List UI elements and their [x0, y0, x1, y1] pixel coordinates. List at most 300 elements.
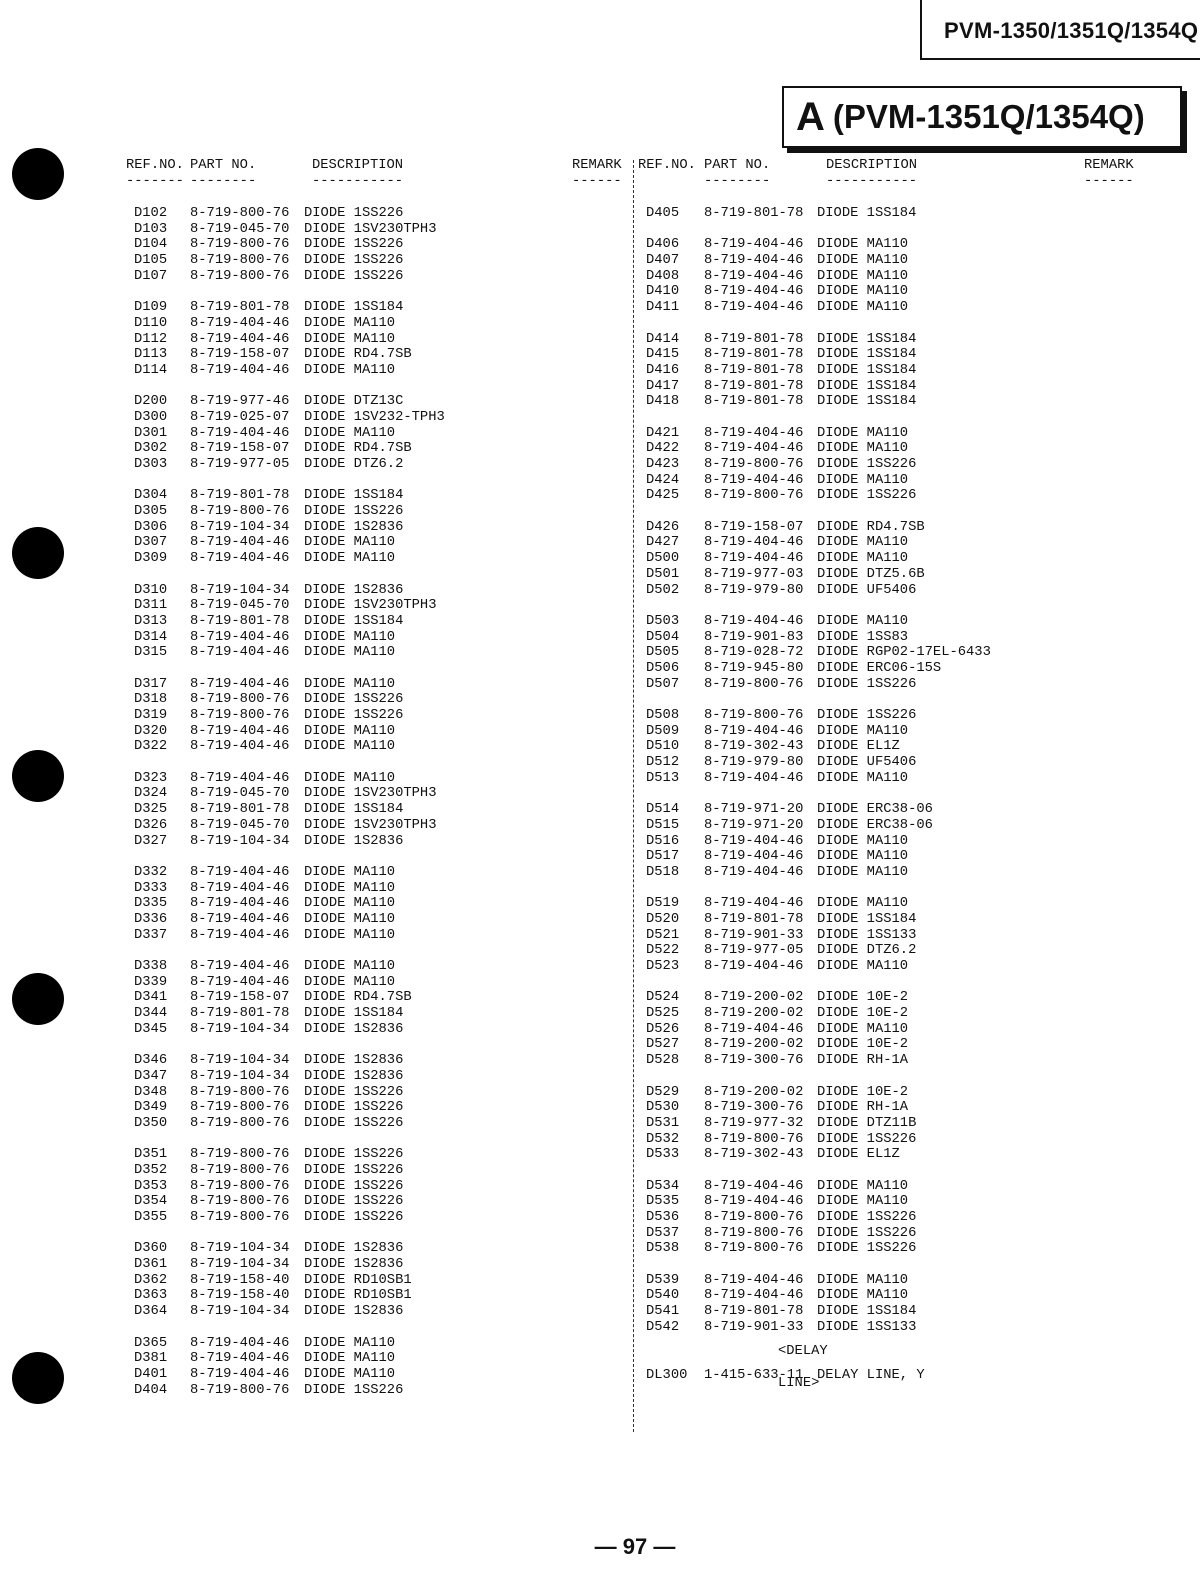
ref-no: D112: [134, 331, 168, 347]
ref-no: D414: [646, 331, 680, 347]
description: DIODE MA110: [304, 676, 396, 692]
part-no: 8-719-104-34: [190, 1053, 290, 1069]
part-no: 8-719-158-07: [190, 441, 290, 457]
ref-no-header: REF.NO.: [638, 158, 696, 173]
description: DIODE MA110: [304, 880, 396, 896]
ref-no: D522: [646, 943, 680, 959]
ref-no: D355: [134, 1210, 168, 1225]
description: DIODE 1S2836: [304, 1053, 404, 1069]
part-no: 8-719-104-34: [190, 1241, 290, 1257]
ref-no: D539: [646, 1272, 680, 1288]
part-no: 8-719-404-46: [704, 849, 804, 865]
description: DIODE 1S2836: [304, 519, 404, 535]
ref-no: D336: [134, 911, 168, 927]
ref-no: D542: [646, 1319, 680, 1335]
part-no: 8-719-404-46: [704, 1021, 804, 1037]
description: DIODE 1SS226: [304, 1210, 404, 1225]
description: DIODE MA110: [304, 1351, 396, 1367]
description: DIODE 1S2836: [304, 1241, 404, 1257]
description: DIODE 1SS184: [817, 394, 917, 410]
ref-no: D528: [646, 1053, 680, 1069]
description: DIODE 1SS226: [304, 268, 404, 284]
header-rule: -----------: [826, 174, 918, 189]
ref-no: D363: [134, 1288, 168, 1304]
description: DIODE 1SS184: [817, 347, 917, 363]
description: DIODE DTZ6.2: [817, 943, 917, 959]
part-no: 8-719-404-46: [190, 1366, 290, 1382]
part-no: 8-719-200-02: [704, 1084, 804, 1100]
ref-no: D416: [646, 362, 680, 378]
ref-no: D200: [134, 394, 168, 410]
part-no: 8-719-404-46: [704, 425, 804, 441]
part-no: 8-719-404-46: [190, 911, 290, 927]
description: DIODE RGP02-17EL-6433: [817, 645, 991, 661]
ref-no: D301: [134, 425, 168, 441]
ref-no: D512: [646, 755, 680, 771]
description: DIODE MA110: [304, 927, 396, 943]
ref-no: D529: [646, 1084, 680, 1100]
part-no: 8-719-404-46: [190, 770, 290, 786]
description: DIODE 1SV230TPH3: [304, 221, 437, 237]
header-rule: -----------: [312, 174, 404, 189]
description: DIODE MA110: [817, 284, 909, 300]
part-no: 8-719-404-46: [190, 551, 290, 567]
page-number: — 97 —: [594, 1534, 676, 1559]
part-no-header: PART NO.: [190, 158, 257, 173]
ref-no: D516: [646, 833, 680, 849]
part-no: 8-719-300-76: [704, 1053, 804, 1069]
description: DIODE 1SS184: [817, 206, 917, 221]
ref-no: D525: [646, 1006, 680, 1022]
description: DIODE MA110: [304, 723, 396, 739]
part-no: 8-719-404-46: [190, 362, 290, 378]
remark-header: REMARK: [572, 158, 622, 173]
ref-no: D335: [134, 896, 168, 912]
description: DIODE 1SS226: [304, 692, 404, 708]
ref-no: D102: [134, 206, 168, 221]
part-no: 8-719-800-76: [704, 1131, 804, 1147]
ref-no: D423: [646, 457, 680, 472]
description: DIODE RD10SB1: [304, 1288, 412, 1304]
ref-no: D523: [646, 959, 680, 974]
ref-no: D531: [646, 1115, 680, 1131]
ref-no: D501: [646, 566, 680, 582]
description: DIODE MA110: [304, 974, 396, 990]
part-no: 8-719-300-76: [704, 1100, 804, 1116]
description: DIODE 1SS226: [817, 1225, 917, 1241]
part-no: 8-719-801-78: [704, 378, 804, 394]
ref-no: D304: [134, 488, 168, 504]
part-no: 8-719-404-46: [704, 1272, 804, 1288]
ref-no: D513: [646, 770, 680, 786]
part-no: 8-719-104-34: [190, 1304, 290, 1320]
ref-no: D337: [134, 927, 168, 943]
description: DIODE MA110: [817, 535, 909, 551]
ref-no: D410: [646, 284, 680, 300]
description: DIODE 1S2836: [304, 833, 404, 849]
description: DIODE MA110: [817, 253, 909, 269]
description: DIODE MA110: [304, 864, 396, 880]
part-no: 8-719-404-46: [704, 613, 804, 629]
ref-no: D426: [646, 519, 680, 535]
ref-no: D333: [134, 880, 168, 896]
ref-no: D104: [134, 237, 168, 253]
part-no: 8-719-404-46: [190, 315, 290, 331]
part-no: 8-719-800-76: [190, 1194, 290, 1210]
part-no: 8-719-977-05: [190, 457, 290, 472]
description: DIODE 1SV230TPH3: [304, 786, 437, 802]
part-no: 8-719-404-46: [190, 535, 290, 551]
description: DELAY LINE, Y: [817, 1367, 925, 1383]
binder-hole: [12, 1352, 64, 1404]
description: DIODE 1SS226: [304, 1100, 404, 1116]
section-letter: A: [796, 94, 825, 139]
ref-no: D533: [646, 1147, 680, 1163]
ref-no: D505: [646, 645, 680, 661]
description: DIODE 1SS226: [304, 504, 404, 520]
part-no: 8-719-800-76: [190, 692, 290, 708]
part-no: 8-719-404-46: [190, 1335, 290, 1351]
ref-no: D506: [646, 660, 680, 676]
part-no: 8-719-945-80: [704, 660, 804, 676]
description: DIODE MA110: [304, 629, 396, 645]
description: DIODE RH-1A: [817, 1053, 909, 1069]
description: DIODE MA110: [304, 770, 396, 786]
description: DIODE MA110: [304, 331, 396, 347]
part-no: 8-719-801-78: [190, 1006, 290, 1022]
model-number: PVM-1350/1351Q/1354Q: [944, 18, 1199, 43]
description: DIODE MA110: [304, 1366, 396, 1382]
description: DIODE MA110: [304, 896, 396, 912]
part-no: 8-719-404-46: [190, 331, 290, 347]
description: DIODE 1S2836: [304, 1304, 404, 1320]
part-no: 8-719-800-76: [190, 1382, 290, 1398]
part-no: 8-719-028-72: [704, 645, 804, 661]
part-no: 8-719-979-80: [704, 582, 804, 598]
description: DIODE DTZ6.2: [304, 457, 404, 472]
description: DIODE RD4.7SB: [304, 990, 412, 1006]
part-no: 8-719-025-07: [190, 409, 290, 425]
ref-no: D346: [134, 1053, 168, 1069]
ref-no: D538: [646, 1241, 680, 1257]
part-no: 8-719-045-70: [190, 786, 290, 802]
description: DIODE MA110: [304, 1335, 396, 1351]
part-no: 8-719-302-43: [704, 739, 804, 755]
description: DIODE DTZ11B: [817, 1115, 917, 1131]
description: DIODE 1SS226: [817, 708, 917, 723]
description: DIODE RH-1A: [817, 1100, 909, 1116]
ref-no: D418: [646, 394, 680, 410]
description: DIODE 1SS133: [817, 1319, 917, 1335]
ref-no: D353: [134, 1178, 168, 1194]
ref-no: D350: [134, 1115, 168, 1131]
description: DIODE MA110: [304, 315, 396, 331]
part-no: 1-415-633-11: [704, 1367, 804, 1383]
ref-no: D508: [646, 708, 680, 723]
part-no: 8-719-801-78: [704, 1304, 804, 1320]
ref-no: D109: [134, 300, 168, 316]
ref-no: D339: [134, 974, 168, 990]
description: DIODE MA110: [304, 362, 396, 378]
ref-no: D354: [134, 1194, 168, 1210]
part-no: 8-719-404-46: [704, 551, 804, 567]
ref-no: D520: [646, 911, 680, 927]
part-no: 8-719-801-78: [704, 362, 804, 378]
ref-no: D110: [134, 315, 168, 331]
section-models: (PVM-1351Q/1354Q): [832, 98, 1145, 135]
part-no: 8-719-158-40: [190, 1272, 290, 1288]
description: DIODE MA110: [817, 551, 909, 567]
ref-no: D365: [134, 1335, 168, 1351]
ref-no: D345: [134, 1021, 168, 1037]
part-no: 8-719-404-46: [190, 425, 290, 441]
part-no: 8-719-800-76: [190, 1115, 290, 1131]
description: DIODE ERC06-15S: [817, 660, 942, 676]
part-no: 8-719-800-76: [190, 268, 290, 284]
description: DIODE 1SS184: [304, 488, 404, 504]
part-no: 8-719-158-07: [704, 519, 804, 535]
ref-no: D306: [134, 519, 168, 535]
description: DIODE RD4.7SB: [304, 347, 412, 363]
description: DIODE MA110: [817, 864, 909, 880]
description: DIODE MA110: [817, 237, 909, 253]
ref-no: D537: [646, 1225, 680, 1241]
part-no: 8-719-104-34: [190, 1257, 290, 1273]
ref-no: D503: [646, 613, 680, 629]
part-no: 8-719-404-46: [190, 1351, 290, 1367]
binder-hole: [12, 750, 64, 802]
part-no: 8-719-800-76: [704, 1210, 804, 1225]
ref-no: D417: [646, 378, 680, 394]
ref-no: D326: [134, 817, 168, 833]
part-no: 8-719-801-78: [190, 488, 290, 504]
ref-no: D519: [646, 896, 680, 912]
part-no: 8-719-404-46: [704, 770, 804, 786]
part-no: 8-719-801-78: [704, 206, 804, 221]
ref-no: D530: [646, 1100, 680, 1116]
part-no: 8-719-901-33: [704, 1319, 804, 1335]
ref-no: DL300: [646, 1367, 688, 1383]
description: DIODE 1SS184: [817, 1304, 917, 1320]
part-no: 8-719-901-83: [704, 629, 804, 645]
part-no: 8-719-104-34: [190, 519, 290, 535]
description: DIODE MA110: [817, 472, 909, 488]
part-no: 8-719-104-34: [190, 1021, 290, 1037]
description: DIODE 10E-2: [817, 990, 909, 1006]
part-no: 8-719-404-46: [190, 880, 290, 896]
description: DIODE 1SS184: [304, 613, 404, 629]
description: DIODE RD4.7SB: [817, 519, 925, 535]
part-no: 8-719-977-05: [704, 943, 804, 959]
part-no: 8-719-801-78: [704, 331, 804, 347]
part-no: 8-719-404-46: [190, 645, 290, 661]
part-no: 8-719-104-34: [190, 582, 290, 598]
ref-no: D364: [134, 1304, 168, 1320]
ref-no: D327: [134, 833, 168, 849]
ref-no: D527: [646, 1037, 680, 1053]
ref-no-header: REF.NO.: [126, 158, 184, 173]
part-no: 8-719-404-46: [190, 676, 290, 692]
ref-no: D324: [134, 786, 168, 802]
description: DIODE MA110: [304, 645, 396, 661]
part-no: 8-719-045-70: [190, 598, 290, 614]
ref-no: D424: [646, 472, 680, 488]
part-no: 8-719-800-76: [190, 1162, 290, 1178]
description: DIODE DTZ5.6B: [817, 566, 925, 582]
ref-no: D524: [646, 990, 680, 1006]
part-no: 8-719-045-70: [190, 817, 290, 833]
part-no: 8-719-971-20: [704, 817, 804, 833]
description: DIODE 10E-2: [817, 1084, 909, 1100]
part-no: 8-719-800-76: [190, 1210, 290, 1225]
part-no: 8-719-800-76: [190, 1147, 290, 1163]
ref-no: D325: [134, 802, 168, 818]
part-no: 8-719-404-46: [704, 300, 804, 316]
ref-no: D534: [646, 1178, 680, 1194]
part-no: 8-719-977-46: [190, 394, 290, 410]
ref-no: D425: [646, 488, 680, 504]
description: DIODE 1SS184: [817, 378, 917, 394]
part-no: 8-719-977-03: [704, 566, 804, 582]
description: DIODE RD4.7SB: [304, 441, 412, 457]
part-no: 8-719-801-78: [190, 802, 290, 818]
ref-no: D344: [134, 1006, 168, 1022]
description: DIODE ERC38-06: [817, 802, 933, 818]
ref-no: D404: [134, 1382, 168, 1398]
description: DIODE MA110: [817, 613, 909, 629]
ref-no: D309: [134, 551, 168, 567]
ref-no: D311: [134, 598, 168, 614]
description: DIODE RD10SB1: [304, 1272, 412, 1288]
ref-no: D540: [646, 1288, 680, 1304]
part-no: 8-719-104-34: [190, 1068, 290, 1084]
ref-no: D315: [134, 645, 168, 661]
ref-no: D313: [134, 613, 168, 629]
description: DIODE 10E-2: [817, 1037, 909, 1053]
ref-no: D103: [134, 221, 168, 237]
description: DIODE MA110: [817, 425, 909, 441]
part-no: 8-719-971-20: [704, 802, 804, 818]
description: DIODE 1SS226: [304, 1382, 404, 1398]
ref-no: D536: [646, 1210, 680, 1225]
part-no: 8-719-801-78: [704, 394, 804, 410]
part-no: 8-719-404-46: [704, 237, 804, 253]
description: DIODE 1SS184: [304, 300, 404, 316]
ref-no: D360: [134, 1241, 168, 1257]
description: DIODE MA110: [304, 425, 396, 441]
description: DIODE MA110: [304, 911, 396, 927]
part-no: 8-719-800-76: [190, 1084, 290, 1100]
ref-no: D515: [646, 817, 680, 833]
description: DIODE 1SS226: [304, 206, 404, 221]
ref-no: D381: [134, 1351, 168, 1367]
description: DIODE 1SS184: [817, 362, 917, 378]
ref-no: D349: [134, 1100, 168, 1116]
part-no: 8-719-800-76: [704, 1225, 804, 1241]
description: DIODE 1SS184: [304, 1006, 404, 1022]
description: DIODE 1SS226: [304, 1115, 404, 1131]
part-no: 8-719-404-46: [190, 974, 290, 990]
ref-no: D362: [134, 1272, 168, 1288]
part-no: 8-719-801-78: [704, 347, 804, 363]
description: DIODE MA110: [817, 268, 909, 284]
ref-no: D351: [134, 1147, 168, 1163]
part-no: 8-719-200-02: [704, 990, 804, 1006]
ref-no: D114: [134, 362, 168, 378]
part-no: 8-719-404-46: [704, 1194, 804, 1210]
part-no: 8-719-801-78: [190, 300, 290, 316]
description: DIODE 1SS226: [817, 488, 917, 504]
description-header: DESCRIPTION: [826, 158, 918, 173]
part-no: 8-719-404-46: [704, 723, 804, 739]
ref-no: D502: [646, 582, 680, 598]
description: DIODE MA110: [817, 441, 909, 457]
ref-no: D361: [134, 1257, 168, 1273]
ref-no: D541: [646, 1304, 680, 1320]
ref-no: D317: [134, 676, 168, 692]
ref-no: D500: [646, 551, 680, 567]
description: DIODE 1SS133: [817, 927, 917, 943]
description: DIODE 1SS226: [304, 237, 404, 253]
ref-no: D300: [134, 409, 168, 425]
description: DIODE 1SS226: [817, 1131, 917, 1147]
part-no: 8-719-404-46: [190, 959, 290, 974]
part-no: 8-719-800-76: [190, 253, 290, 269]
description: DIODE MA110: [817, 1178, 909, 1194]
part-no: 8-719-404-46: [704, 441, 804, 457]
description: DIODE 1SS226: [304, 1084, 404, 1100]
ref-no: D113: [134, 347, 168, 363]
part-no: 8-719-404-46: [704, 535, 804, 551]
description: DIODE EL1Z: [817, 1147, 900, 1163]
description: DIODE 1SS226: [304, 1147, 404, 1163]
header-rule: ------: [1084, 174, 1134, 189]
part-no: 8-719-800-76: [190, 237, 290, 253]
part-no: 8-719-302-43: [704, 1147, 804, 1163]
binder-hole: [12, 973, 64, 1025]
description: DIODE 10E-2: [817, 1006, 909, 1022]
part-no: 8-719-404-46: [704, 959, 804, 974]
description: DIODE 1SS226: [304, 1194, 404, 1210]
ref-no: D504: [646, 629, 680, 645]
part-no: 8-719-404-46: [190, 896, 290, 912]
binder-hole: [12, 148, 64, 200]
part-no: 8-719-404-46: [704, 284, 804, 300]
description: DIODE 1SS184: [817, 331, 917, 347]
ref-no: D518: [646, 864, 680, 880]
part-no: 8-719-404-46: [190, 739, 290, 755]
ref-no: D510: [646, 739, 680, 755]
ref-no: D305: [134, 504, 168, 520]
part-no: 8-719-404-46: [190, 723, 290, 739]
description: DIODE 1SV230TPH3: [304, 598, 437, 614]
remark-header: REMARK: [1084, 158, 1134, 173]
part-no: 8-719-800-76: [704, 457, 804, 472]
ref-no: D422: [646, 441, 680, 457]
description: DIODE 1SV232-TPH3: [304, 409, 445, 425]
description: DIODE 1SS226: [304, 1178, 404, 1194]
ref-no: D302: [134, 441, 168, 457]
description: DIODE 1SV230TPH3: [304, 817, 437, 833]
part-no: 8-719-404-46: [704, 472, 804, 488]
part-no: 8-719-800-76: [704, 488, 804, 504]
ref-no: D303: [134, 457, 168, 472]
part-no: 8-719-158-40: [190, 1288, 290, 1304]
part-no: 8-719-404-46: [704, 253, 804, 269]
ref-no: D421: [646, 425, 680, 441]
header-rule: ------: [572, 174, 622, 189]
ref-no: D318: [134, 692, 168, 708]
